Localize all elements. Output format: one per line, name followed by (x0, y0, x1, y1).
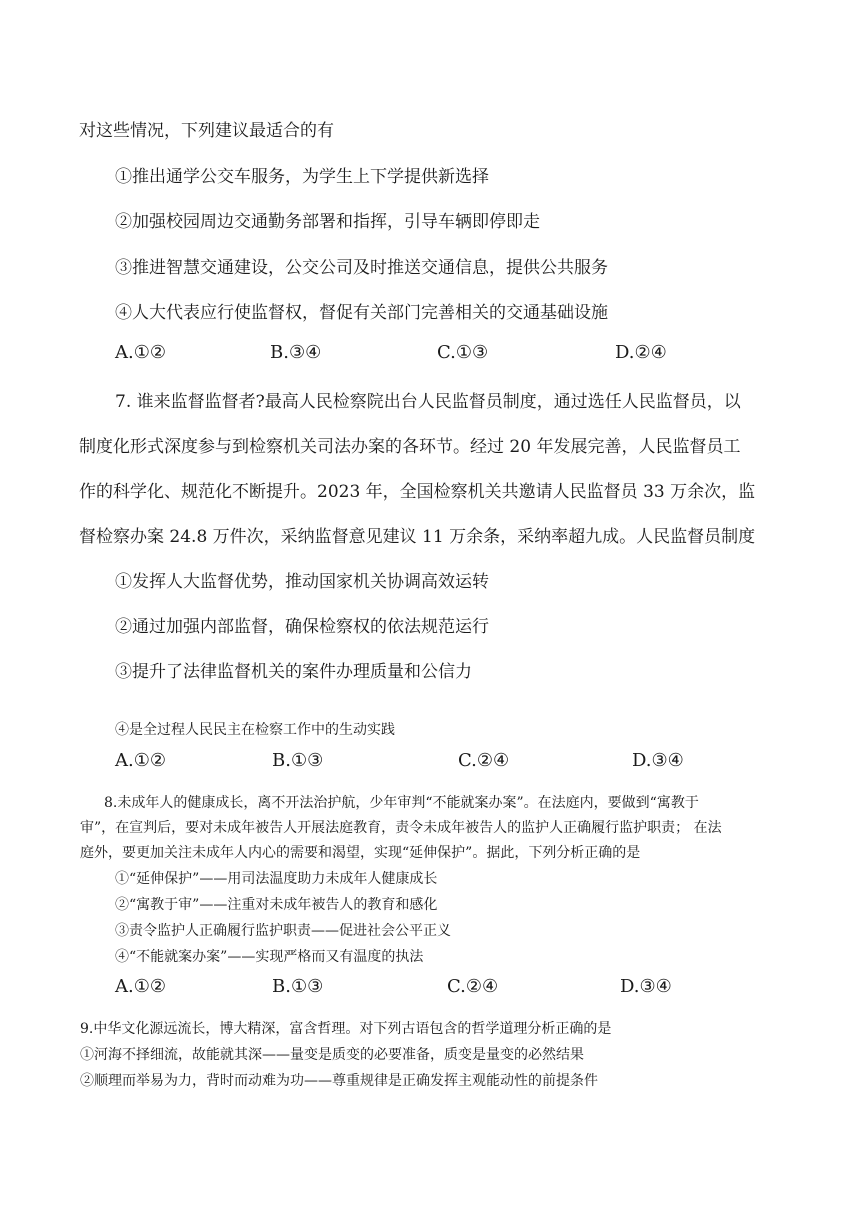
q7-option-a: A.①② (115, 750, 166, 771)
q9-item-2: ②顺理而举易为力，背时而动难为功——尊重规律是正确发挥主观能动性的前提条件 (80, 1073, 598, 1089)
q8-stem-line-3: 庭外，要更加关注未成年人内心的需要和渴望，实现“延伸保护”。据此，下列分析正确的是 (80, 845, 641, 861)
q6-option-d: D.②④ (615, 342, 667, 363)
q7-option-c: C.②④ (458, 750, 510, 771)
q7-item-4: ④是全过程人民民主在检察工作中的生动实践 (115, 722, 395, 738)
q8-item-1: ①“延伸保护”——用司法温度助力未成年人健康成长 (115, 871, 438, 887)
q7-option-d: D.③④ (632, 750, 684, 771)
q7-item-1: ①发挥人大监督优势，推动国家机关协调高效运转 (115, 572, 489, 592)
q7-option-b: B.①③ (272, 750, 324, 771)
q9-item-1: ①河海不择细流，故能就其深——量变是质变的必要准备，质变是量变的必然结果 (80, 1047, 584, 1063)
q6-item-4: ④人大代表应行使监督权，督促有关部门完善相关的交通基础设施 (115, 303, 608, 323)
q6-option-b: B.③④ (270, 342, 322, 363)
q7-options (0, 750, 860, 778)
q7-item-3: ③提升了法律监督机关的案件办理质量和公信力 (115, 662, 472, 682)
q8-option-c: C.②④ (447, 976, 499, 997)
q8-option-d: D.③④ (620, 976, 672, 997)
q6-item-1: ①推出通学公交车服务，为学生上下学提供新选择 (115, 167, 489, 187)
q7-stem-line-4: 督检察办案 24.8 万件次，采纳监督意见建议 11 万余条，采纳率超九成。人民监督员制度 (79, 527, 756, 547)
q7-stem-line-1: 7. 谁来监督监督者?最高人民检察院出台人民监督员制度，通过选任人民监督员，以 (115, 392, 741, 412)
q6-option-c: C.①③ (437, 342, 489, 363)
q8-option-b: B.①③ (272, 976, 324, 997)
q7-item-2: ②通过加强内部监督，确保检察权的依法规范运行 (115, 617, 489, 637)
q7-stem-line-3: 作的科学化、规范化不断提升。2023 年，全国检察机关共邀请人民监督员 33 万余次，监 (79, 482, 756, 502)
q7-stem-line-2: 制度化形式深度参与到检察机关司法办案的各环节。经过 20 年发展完善，人民监督员工 (79, 437, 741, 457)
q6-stem-tail: 对这些情况，下列建议最适合的有 (79, 121, 334, 141)
q6-option-a: A.①② (115, 342, 166, 363)
q8-item-3: ③责令监护人正确履行监护职责——促进社会公平正义 (115, 923, 451, 939)
q8-stem-line-2: 审”，在宣判后，要对未成年被告人开展法庭教育，责令未成年被告人的监护人正确履行监护职责； 在法 (80, 820, 722, 836)
q8-options (0, 976, 860, 1004)
q8-stem-line-1: 8.未成年人的健康成长，离不开法治护航，少年审判“不能就案办案”。在法庭内，要做到“寓教于 (104, 795, 699, 811)
q6-options (0, 342, 860, 370)
q6-item-3: ③推进智慧交通建设，公交公司及时推送交通信息，提供公共服务 (115, 258, 608, 278)
q6-item-2: ②加强校园周边交通勤务部署和指挥，引导车辆即停即走 (115, 212, 540, 232)
q8-item-4: ④“不能就案办案”——实现严格而又有温度的执法 (115, 949, 424, 965)
q8-option-a: A.①② (115, 976, 166, 997)
q8-item-2: ②“寓教于审”——注重对未成年被告人的教育和感化 (115, 897, 438, 913)
q9-stem-line-1: 9.中华文化源远流长，博大精深，富含哲理。对下列古语包含的哲学道理分析正确的是 (80, 1021, 612, 1037)
